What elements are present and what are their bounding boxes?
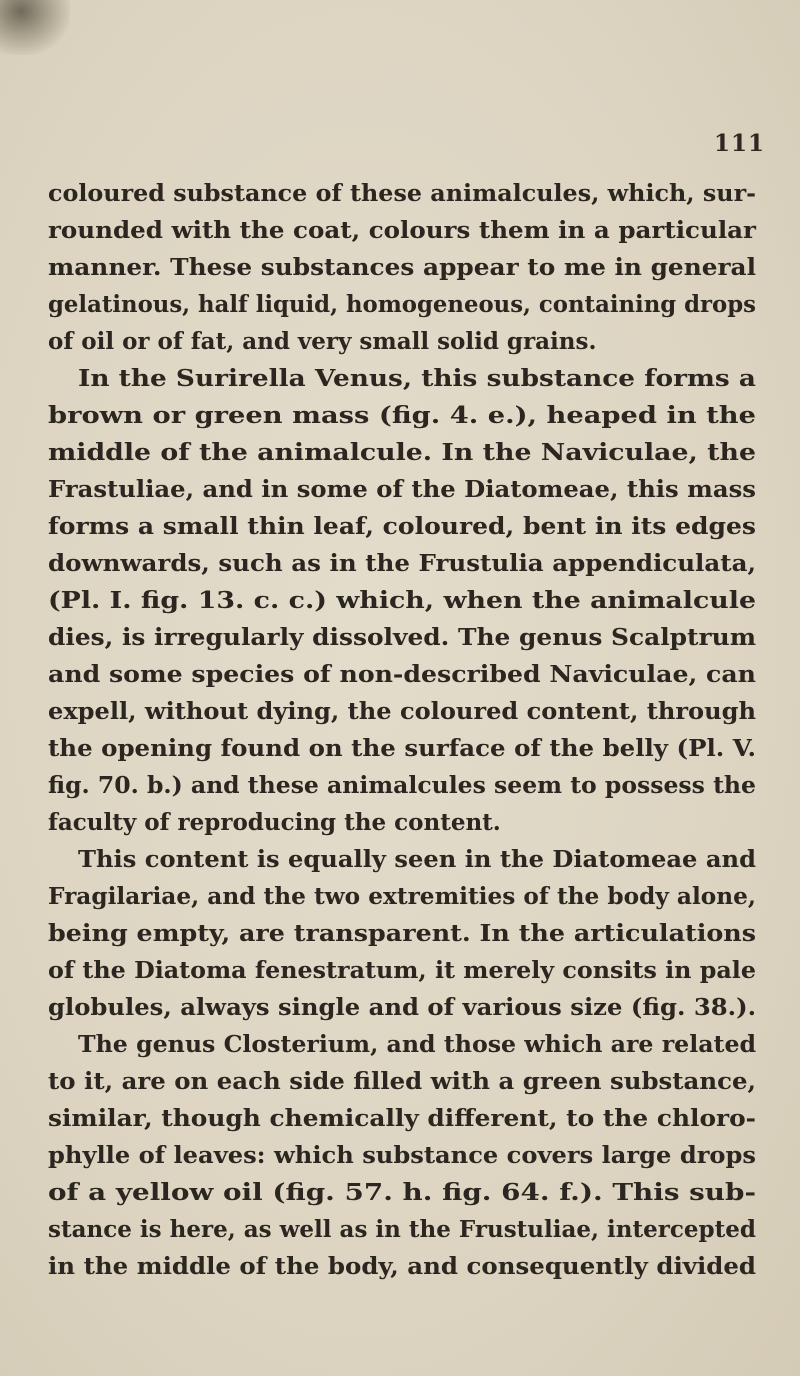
text-line (0, 180, 800, 220)
text-line-content: stance is here, as well as in the Frustuliae, intercepted (48, 1216, 757, 1243)
text-line (0, 1031, 800, 1071)
text-line-content: phylle of leaves: which substance covers large drops (48, 1142, 757, 1169)
text-line-content: brown or green mass (fig. 4. e.), heaped in the (48, 402, 756, 429)
text-line-content: coloured substance of these animalcules, which, sur- (48, 180, 757, 207)
text-line (0, 661, 800, 701)
text-line (0, 994, 800, 1034)
text-line-content: fig. 70. b.) and these animalcules seem to possess the (48, 772, 756, 799)
text-line (0, 587, 800, 627)
text-line (0, 550, 800, 590)
text-line-content: and some species of non-described Naviculae, can (48, 661, 756, 688)
text-line (0, 1068, 800, 1108)
text-line (0, 1179, 800, 1219)
text-line-content: The genus Closterium, and those which are related (78, 1031, 757, 1058)
text-line-content: forms a small thin leaf, coloured, bent in its edges (48, 513, 756, 540)
text-line-content: globules, always single and of various size (fig. 38.). (48, 994, 757, 1021)
text-line (0, 1216, 800, 1256)
page-number: 111 (714, 130, 766, 157)
text-line-content: the opening found on the surface of the belly (Pl. V. (48, 735, 757, 762)
text-line (0, 1253, 800, 1293)
text-line (0, 957, 800, 997)
text-line-content: downwards, such as in the Frustulia appendiculata, (48, 550, 757, 577)
text-line-content: being empty, are transparent. In the articulations (48, 920, 757, 947)
text-line (0, 402, 800, 442)
text-line (0, 846, 800, 886)
text-line-content: gelatinous, half liquid, homogeneous, containing drops (48, 291, 756, 318)
text-line (0, 365, 800, 405)
text-line-content: Fragilariae, and the two extremities of the body alone, (48, 883, 757, 910)
text-line (0, 1105, 800, 1145)
text-line (0, 883, 800, 923)
text-line-content: in the middle of the body, and consequently divided (48, 1253, 756, 1280)
text-line (0, 328, 800, 368)
text-line-content: (Pl. I. fig. 13. c. c.) which, when the animalcule (48, 587, 757, 614)
text-line-content: dies, is irregularly dissolved. The genus Scalptrum (48, 624, 757, 651)
text-line (0, 809, 800, 849)
text-line-content: similar, though chemically different, to the chloro- (48, 1105, 756, 1132)
text-line-content: middle of the animalcule. In the Naviculae, the (48, 439, 756, 466)
text-line (0, 254, 800, 294)
text-line (0, 476, 800, 516)
text-line (0, 735, 800, 775)
text-line-content: to it, are on each side filled with a green substance, (48, 1068, 756, 1095)
text-line-content: of the Diatoma fenestratum, it merely consits in pale (48, 957, 756, 984)
text-line-content: rounded with the coat, colours them in a particular (48, 217, 756, 244)
text-line-content: of oil or of fat, and very small solid grains. (48, 328, 597, 355)
text-line (0, 698, 800, 738)
text-line-content: manner. These substances appear to me in general (48, 254, 757, 281)
text-line (0, 920, 800, 960)
text-line (0, 291, 800, 331)
text-line (0, 217, 800, 257)
text-line-content: In the Surirella Venus, this substance forms a (78, 365, 756, 392)
text-line (0, 624, 800, 664)
text-line-content: of a yellow oil (fig. 57. h. fig. 64. f.). This sub- (48, 1179, 756, 1206)
text-line (0, 772, 800, 812)
text-line-content: This content is equally seen in the Diatomeae and (78, 846, 756, 873)
text-line (0, 513, 800, 553)
text-line-content: Frastuliae, and in some of the Diatomeae, this mass (48, 476, 757, 503)
text-line (0, 439, 800, 479)
text-line-content: expell, without dying, the coloured content, through (48, 698, 756, 725)
text-line (0, 1142, 800, 1182)
text-line-content: faculty of reproducing the content. (48, 809, 501, 836)
